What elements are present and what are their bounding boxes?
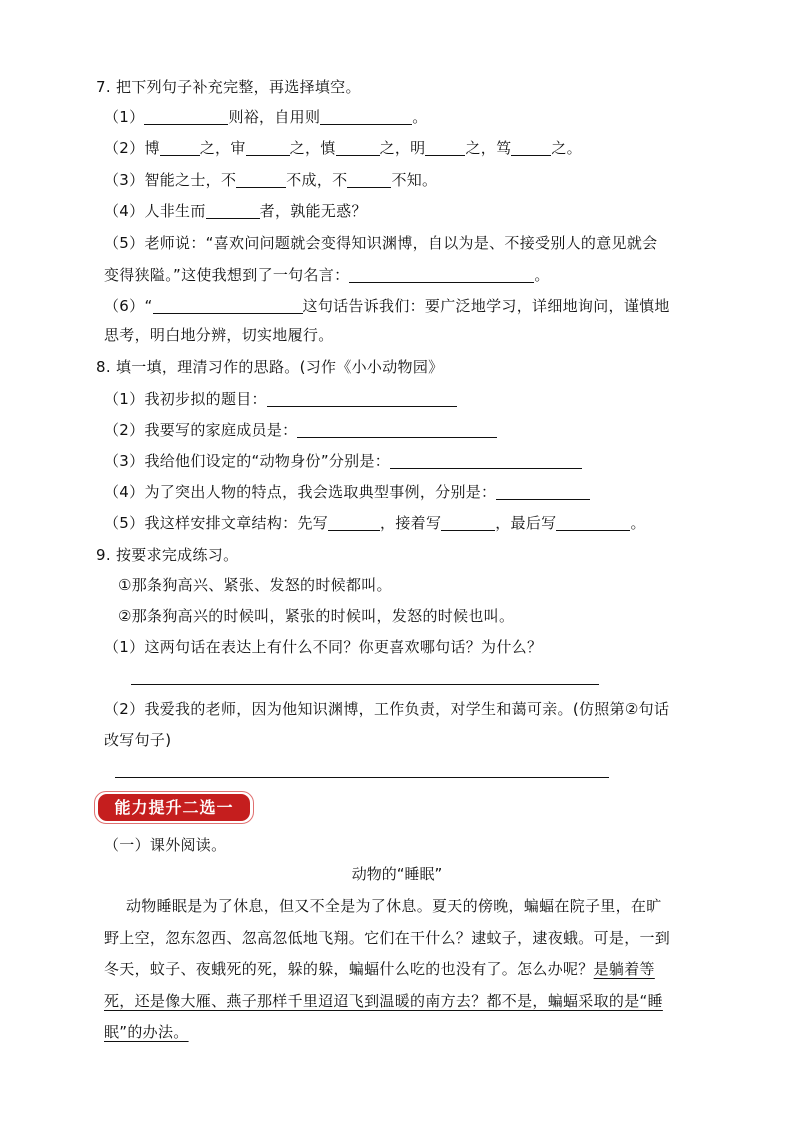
q7-2-b: 之，审 [199, 139, 246, 157]
q7-3-a: （3）智能之士，不 [104, 171, 237, 189]
answer-blank[interactable] [336, 140, 380, 156]
passage-line-3 [104, 959, 655, 979]
q7-4-b: 者，孰能无惑？ [259, 202, 367, 220]
q8-3-label: （3）我给他们设定的“动物身份”分别是： [104, 452, 391, 470]
q7-heading: 7. 把下列句子补充完整，再选择填空。 [96, 78, 361, 96]
q7-1-prefix: （1） [104, 108, 145, 126]
answer-blank[interactable] [349, 267, 534, 283]
q7-2-f: 之。 [551, 139, 582, 157]
q7-item-5-line2 [104, 265, 550, 285]
answer-blank[interactable] [267, 391, 457, 407]
answer-blank[interactable] [206, 203, 260, 219]
passage-line-5: 眠”的办法。 [104, 1023, 189, 1041]
q7-item-4 [104, 201, 367, 221]
q7-2-d: 之，明 [379, 139, 426, 157]
answer-line[interactable] [131, 684, 599, 685]
q7-3-c: 不知。 [391, 171, 438, 189]
q9-example-2: ②那条狗高兴的时候叫，紧张的时候叫，发怒的时候也叫。 [118, 607, 515, 625]
answer-blank[interactable] [347, 172, 391, 188]
q8-5-b: ，接着写 [380, 514, 442, 532]
answer-blank[interactable] [328, 515, 380, 531]
passage-underlined-text: 是躺着等 [593, 960, 655, 978]
q8-5-d: 。 [630, 514, 646, 532]
q7-item-6-line1 [104, 296, 670, 316]
q8-2-label: （2）我要写的家庭成员是： [104, 421, 298, 439]
section-subheading: （一）课外阅读。 [104, 836, 227, 854]
q8-item-2 [104, 420, 497, 440]
q8-item-4 [104, 482, 590, 502]
answer-blank[interactable] [160, 140, 200, 156]
answer-blank[interactable] [390, 453, 582, 469]
q9-item-2-line2: 改写句子) [104, 731, 172, 749]
section-banner: 能力提升二选一 [98, 794, 250, 821]
q8-4-label: （4）为了突出人物的特点，我会选取典型事例，分别是： [104, 483, 497, 501]
q9-example-1: ①那条狗高兴、紧张、发怒的时候都叫。 [118, 576, 392, 594]
q7-item-3 [104, 170, 437, 190]
q8-item-5 [104, 513, 646, 533]
q8-1-label: （1）我初步拟的题目： [104, 390, 267, 408]
passage-line-1: 动物睡眠是为了休息，但又不全是为了休息。夏天的傍晚，蝙蝠在院子里，在旷 [126, 897, 662, 915]
q7-6-b: 这句话告诉我们：要广泛地学习，详细地询问，谨慎地 [302, 297, 670, 315]
q7-3-b: 不成，不 [286, 171, 348, 189]
q7-6-a: （6）“ [104, 297, 153, 315]
answer-line[interactable] [115, 777, 609, 778]
passage-line-2: 野上空，忽东忽西、忽高忽低地飞翔。它们在干什么？逮蚊子，逮夜蛾。可是，一到 [104, 929, 671, 947]
passage-line-4: 死，还是像大雁、燕子那样千里迢迢飞到温暖的南方去？都不是，蝙蝠采取的是“睡 [104, 992, 663, 1010]
answer-blank[interactable] [236, 172, 286, 188]
q7-item-5-line1: （5）老师说：“喜欢问问题就会变得知识渊博，自以为是、不接受别人的意见就会 [104, 234, 658, 252]
q9-item-2-line1: （2）我爱我的老师，因为他知识渊博，工作负责，对学生和蔼可亲。(仿照第②句话 [104, 700, 670, 718]
q8-5-c: ，最后写 [495, 514, 557, 532]
q7-5-b: 变得狭隘。”这使我想到了一句名言： [104, 266, 350, 284]
q9-heading: 9. 按要求完成练习。 [96, 546, 239, 564]
passage-line-3-plain: 冬天，蚊子、夜蛾死的死，躲的躲，蝙蝠什么吃的也没有了。怎么办呢？ [104, 960, 594, 978]
q7-1-end: 。 [412, 108, 428, 126]
q7-item-1 [104, 107, 428, 127]
q8-heading: 8. 填一填，理清习作的思路。(习作《小小动物园》 [96, 358, 444, 376]
passage-title: 动物的“睡眠” [351, 865, 443, 883]
q7-2-c: 之，慎 [289, 139, 336, 157]
q7-2-a: （2）博 [104, 139, 160, 157]
answer-blank[interactable] [511, 140, 551, 156]
answer-blank[interactable] [320, 109, 412, 125]
answer-blank[interactable] [556, 515, 630, 531]
answer-blank[interactable] [425, 140, 465, 156]
q8-5-a: （5）我这样安排文章结构：先写 [104, 514, 329, 532]
answer-blank[interactable] [153, 298, 303, 314]
answer-blank[interactable] [441, 515, 495, 531]
q8-item-1 [104, 389, 457, 409]
q9-item-1: （1）这两句话在表达上有什么不同？你更喜欢哪句话？为什么？ [104, 638, 543, 656]
q8-item-3 [104, 451, 582, 471]
q7-item-2 [104, 138, 582, 158]
q7-5-c: 。 [534, 266, 550, 284]
answer-blank[interactable] [297, 422, 497, 438]
answer-blank[interactable] [496, 484, 590, 500]
q7-1-mid: 则裕，自用则 [228, 108, 321, 126]
q7-2-e: 之，笃 [465, 139, 512, 157]
answer-blank[interactable] [144, 109, 228, 125]
q7-4-a: （4）人非生而 [104, 202, 206, 220]
q7-item-6-line2: 思考，明白地分辨，切实地履行。 [104, 326, 334, 344]
answer-blank[interactable] [246, 140, 290, 156]
